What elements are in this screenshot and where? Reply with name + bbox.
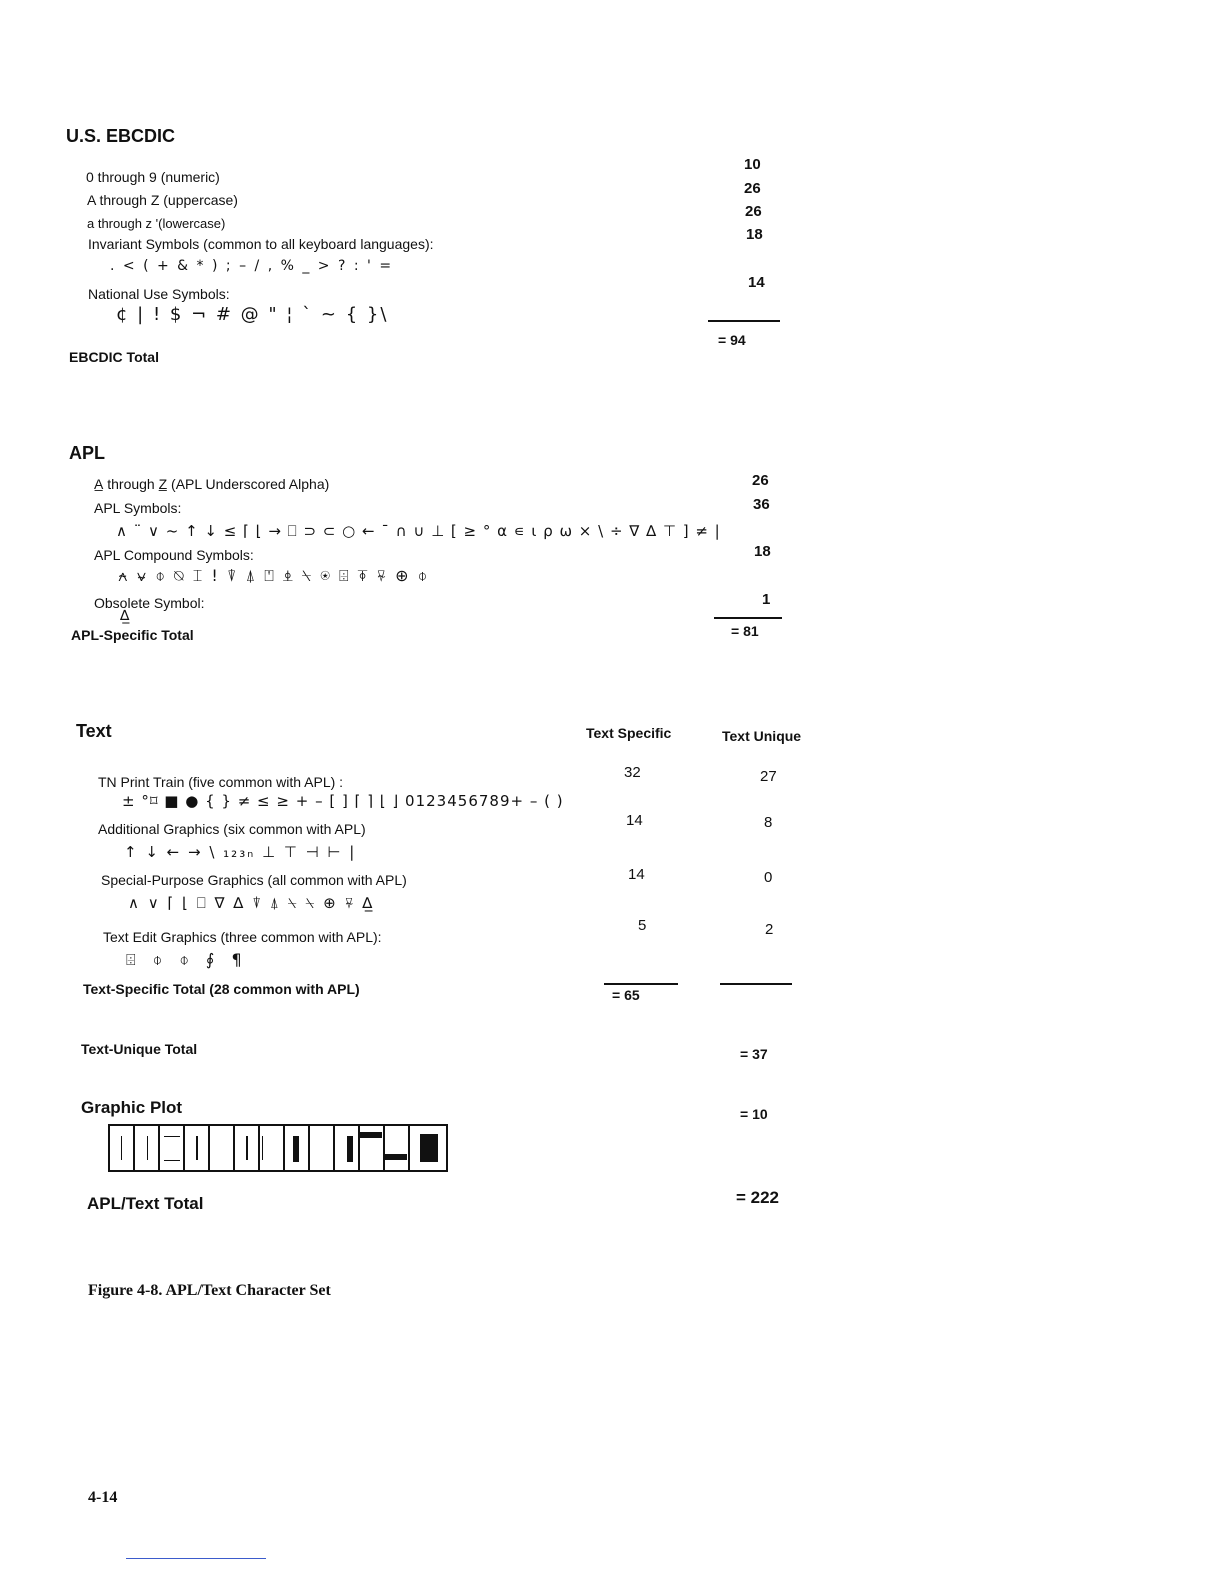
plot-cell: [310, 1126, 335, 1170]
apl-total-value: = 81: [731, 623, 759, 639]
ebcdic-numeric-label: 0 through 9 (numeric): [86, 169, 220, 185]
text-row-specific: 5: [638, 917, 647, 934]
text-row-label: Text Edit Graphics (three common with APL):: [103, 929, 382, 945]
text-row-symbols: ∧ ∨ ⌈ ⌊ ⎕ ∇ ∆ ⍒ ⍋ ⍀ ⍀ ⊕ ⍫ ∆̲: [128, 894, 375, 912]
ebcdic-count-national: 14: [748, 274, 765, 291]
footer-divider: [126, 1558, 266, 1559]
ebcdic-national-label: National Use Symbols:: [88, 286, 230, 302]
text-unique-total-value: = 37: [740, 1046, 768, 1062]
text-unique-column-header: Text Unique: [722, 728, 802, 744]
ebcdic-count-numeric: 10: [744, 156, 761, 173]
text-row-unique: 2: [765, 921, 774, 938]
text-row-unique: 27: [760, 768, 777, 785]
apl-count-obsolete: 1: [762, 591, 771, 608]
text-row-label: Additional Graphics (six common with APL): [98, 821, 366, 837]
apl-total-label: APL-Specific Total: [71, 627, 194, 643]
ebcdic-lowercase-label: a through z '(lowercase): [87, 216, 226, 231]
grand-total-label: APL/Text Total: [87, 1194, 204, 1213]
plot-cell: [210, 1126, 235, 1170]
apl-heading: APL: [69, 443, 105, 463]
plot-cell: [160, 1126, 185, 1170]
apl-count-compound: 18: [754, 543, 771, 560]
plot-cell: [335, 1126, 360, 1170]
ebcdic-total-label: EBCDIC Total: [69, 349, 159, 365]
text-unique-total-label: Text-Unique Total: [81, 1041, 198, 1057]
ebcdic-count-uppercase: 26: [744, 180, 761, 197]
text-unique-total-rule: [720, 983, 792, 985]
figure-caption: Figure 4-8. APL/Text Character Set: [88, 1282, 331, 1299]
apl-compound-symbols: ⍲ ⍱ ⌽ ⍉ ⌶ ! ⍒ ⍋ ⍞ ⍎ ⍀ ⍟ ⌹ ⍕ ⍫ ⊕ ⌽: [118, 566, 430, 585]
apl-compound-label: APL Compound Symbols:: [94, 547, 254, 563]
plot-cell: [285, 1126, 310, 1170]
text-specific-total-value: = 65: [612, 987, 640, 1003]
apl-underscored-label: A̲ through Z̲ (APL Underscored Alpha): [94, 476, 330, 492]
text-specific-total-label: Text-Specific Total (28 common with APL): [83, 981, 360, 997]
text-row-specific: 14: [628, 866, 645, 883]
plot-cell: [410, 1126, 446, 1170]
text-row-specific: 14: [626, 812, 643, 829]
apl-symbols: ∧ ¨ ∨ ~ ↑ ↓ ≤ ⌈ ⌊ → ⎕ ⊃ ⊂ ○ ← ¯ ∩ ∪ ⊥ [ ≥ ° α ∊ ⍳ ⍴ ⍵ × \ ÷ ∇ ∆ ⊤ ] ≠ |: [116, 522, 721, 540]
text-row-symbols: ⌹ ⌽ ⌽ ∮ ¶: [126, 950, 248, 969]
apl-total-rule: [714, 617, 782, 619]
ebcdic-count-invariant: 18: [746, 226, 763, 243]
ebcdic-total-value: = 94: [718, 332, 746, 348]
text-row-unique: 8: [764, 814, 773, 831]
text-specific-column-header: Text Specific: [586, 725, 672, 741]
plot-cell: [360, 1126, 385, 1170]
apl-obsolete-symbol: ∆̲: [120, 608, 132, 624]
apl-obsolete-label: Obsolete Symbol:: [94, 595, 205, 611]
graphic-plot-heading: Graphic Plot: [81, 1098, 183, 1117]
text-specific-total-rule: [604, 983, 678, 985]
plot-cell: [260, 1126, 285, 1170]
apl-count-symbols: 36: [753, 496, 770, 513]
text-row-symbols: ↑ ↓ ← → \ ₁₂₃ₙ ⊥ ⊤ ⊣ ⊢ |: [124, 843, 357, 861]
ebcdic-heading: U.S. EBCDIC: [66, 126, 176, 146]
plot-cell: [235, 1126, 260, 1170]
plot-cell: [110, 1126, 135, 1170]
text-row-label: Special-Purpose Graphics (all common with APL): [101, 872, 407, 888]
grand-total-value: = 222: [736, 1188, 780, 1207]
graphic-plot-symbols: [108, 1124, 448, 1172]
graphic-plot-value: = 10: [740, 1106, 768, 1122]
plot-cell: [185, 1126, 210, 1170]
apl-count-underscored: 26: [752, 472, 769, 489]
text-row-symbols: ± °⌑ ■ ● { } ≠ ≤ ≥ + – [ ] ⌈ ⌉ ⌊ ⌋ 0123456789+ – ( ): [122, 792, 564, 810]
ebcdic-uppercase-label: A through Z (uppercase): [87, 192, 238, 208]
ebcdic-national-symbols: ¢ | ! $ ¬ # @ " ¦ ` ~ { }\: [116, 304, 389, 325]
text-heading: Text: [76, 721, 112, 741]
plot-cell: [385, 1126, 410, 1170]
text-row-label: TN Print Train (five common with APL) :: [98, 774, 344, 790]
plot-cell: [135, 1126, 160, 1170]
apl-symbols-label: APL Symbols:: [94, 500, 182, 516]
text-row-unique: 0: [764, 869, 773, 886]
ebcdic-invariant-label: Invariant Symbols (common to all keyboard languages):: [88, 236, 434, 252]
ebcdic-invariant-symbols: . < ( + & * ) ; – / , % _ > ? : ' =: [110, 258, 394, 274]
ebcdic-total-rule: [708, 320, 780, 322]
page-number: 4-14: [88, 1489, 118, 1506]
ebcdic-count-lowercase: 26: [745, 203, 762, 220]
text-row-specific: 32: [624, 764, 641, 781]
